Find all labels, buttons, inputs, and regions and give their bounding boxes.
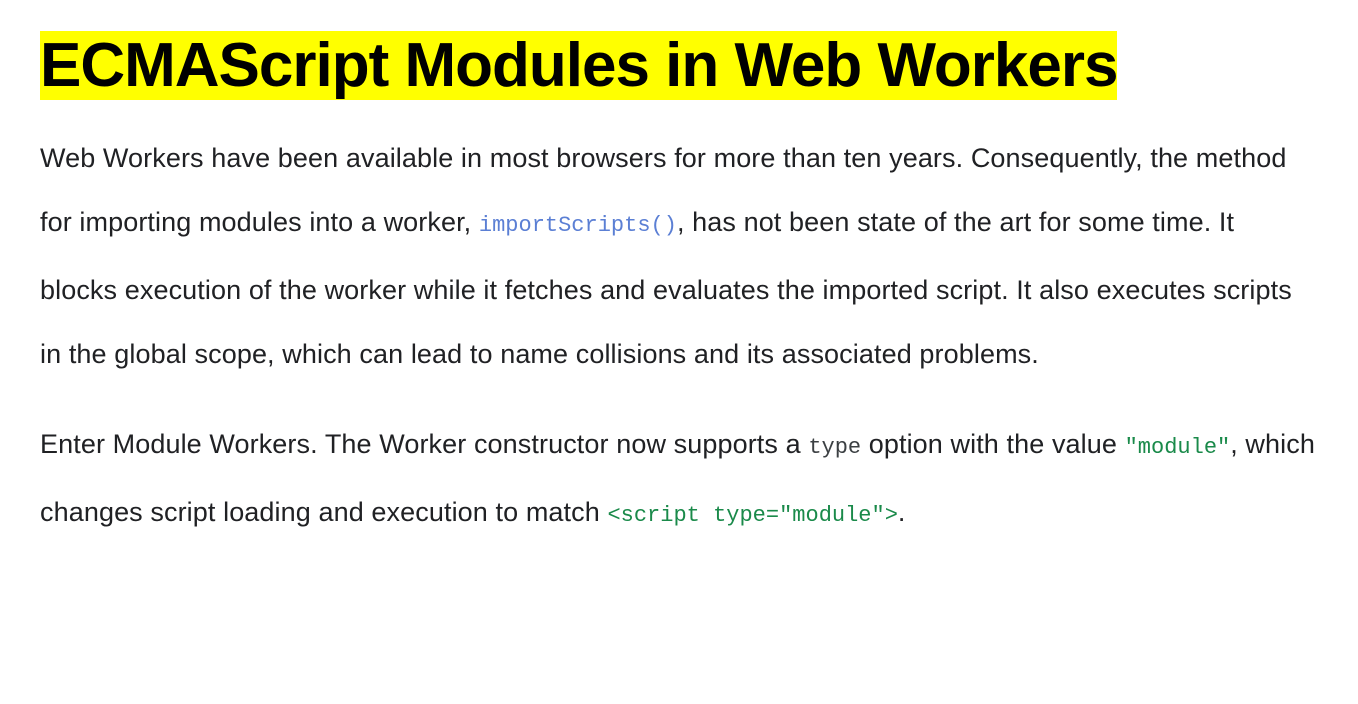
paragraph-text: option with the value <box>861 428 1125 459</box>
page-title: ECMAScript Modules in Web Workers <box>40 31 1118 100</box>
paragraph-text: , which changes script loading and execution to match <box>40 428 1315 527</box>
inline-code: importScripts() <box>478 212 677 238</box>
inline-code: type <box>808 434 862 460</box>
page-title-wrapper <box>40 28 1318 104</box>
paragraph-text: Web Workers have been available in most browsers for more than ten years. Consequently, the method for importing modules into a worker, <box>40 142 1287 237</box>
inline-code: <script type="module"> <box>607 502 898 528</box>
paragraph <box>40 126 1318 386</box>
paragraph-text: , has not been state of the art for some time. It blocks execution of the worker while it fetches and evaluates the imported script. It also executes scripts in the global scope, which can lead to name collisions and its associated problems. <box>40 206 1292 369</box>
paragraph-text: Enter Module Workers. The Worker constructor now supports a <box>40 428 809 459</box>
inline-code: "module" <box>1124 434 1231 460</box>
article-body <box>40 126 1318 548</box>
paragraph-text: . <box>897 496 906 527</box>
paragraph <box>40 412 1318 548</box>
